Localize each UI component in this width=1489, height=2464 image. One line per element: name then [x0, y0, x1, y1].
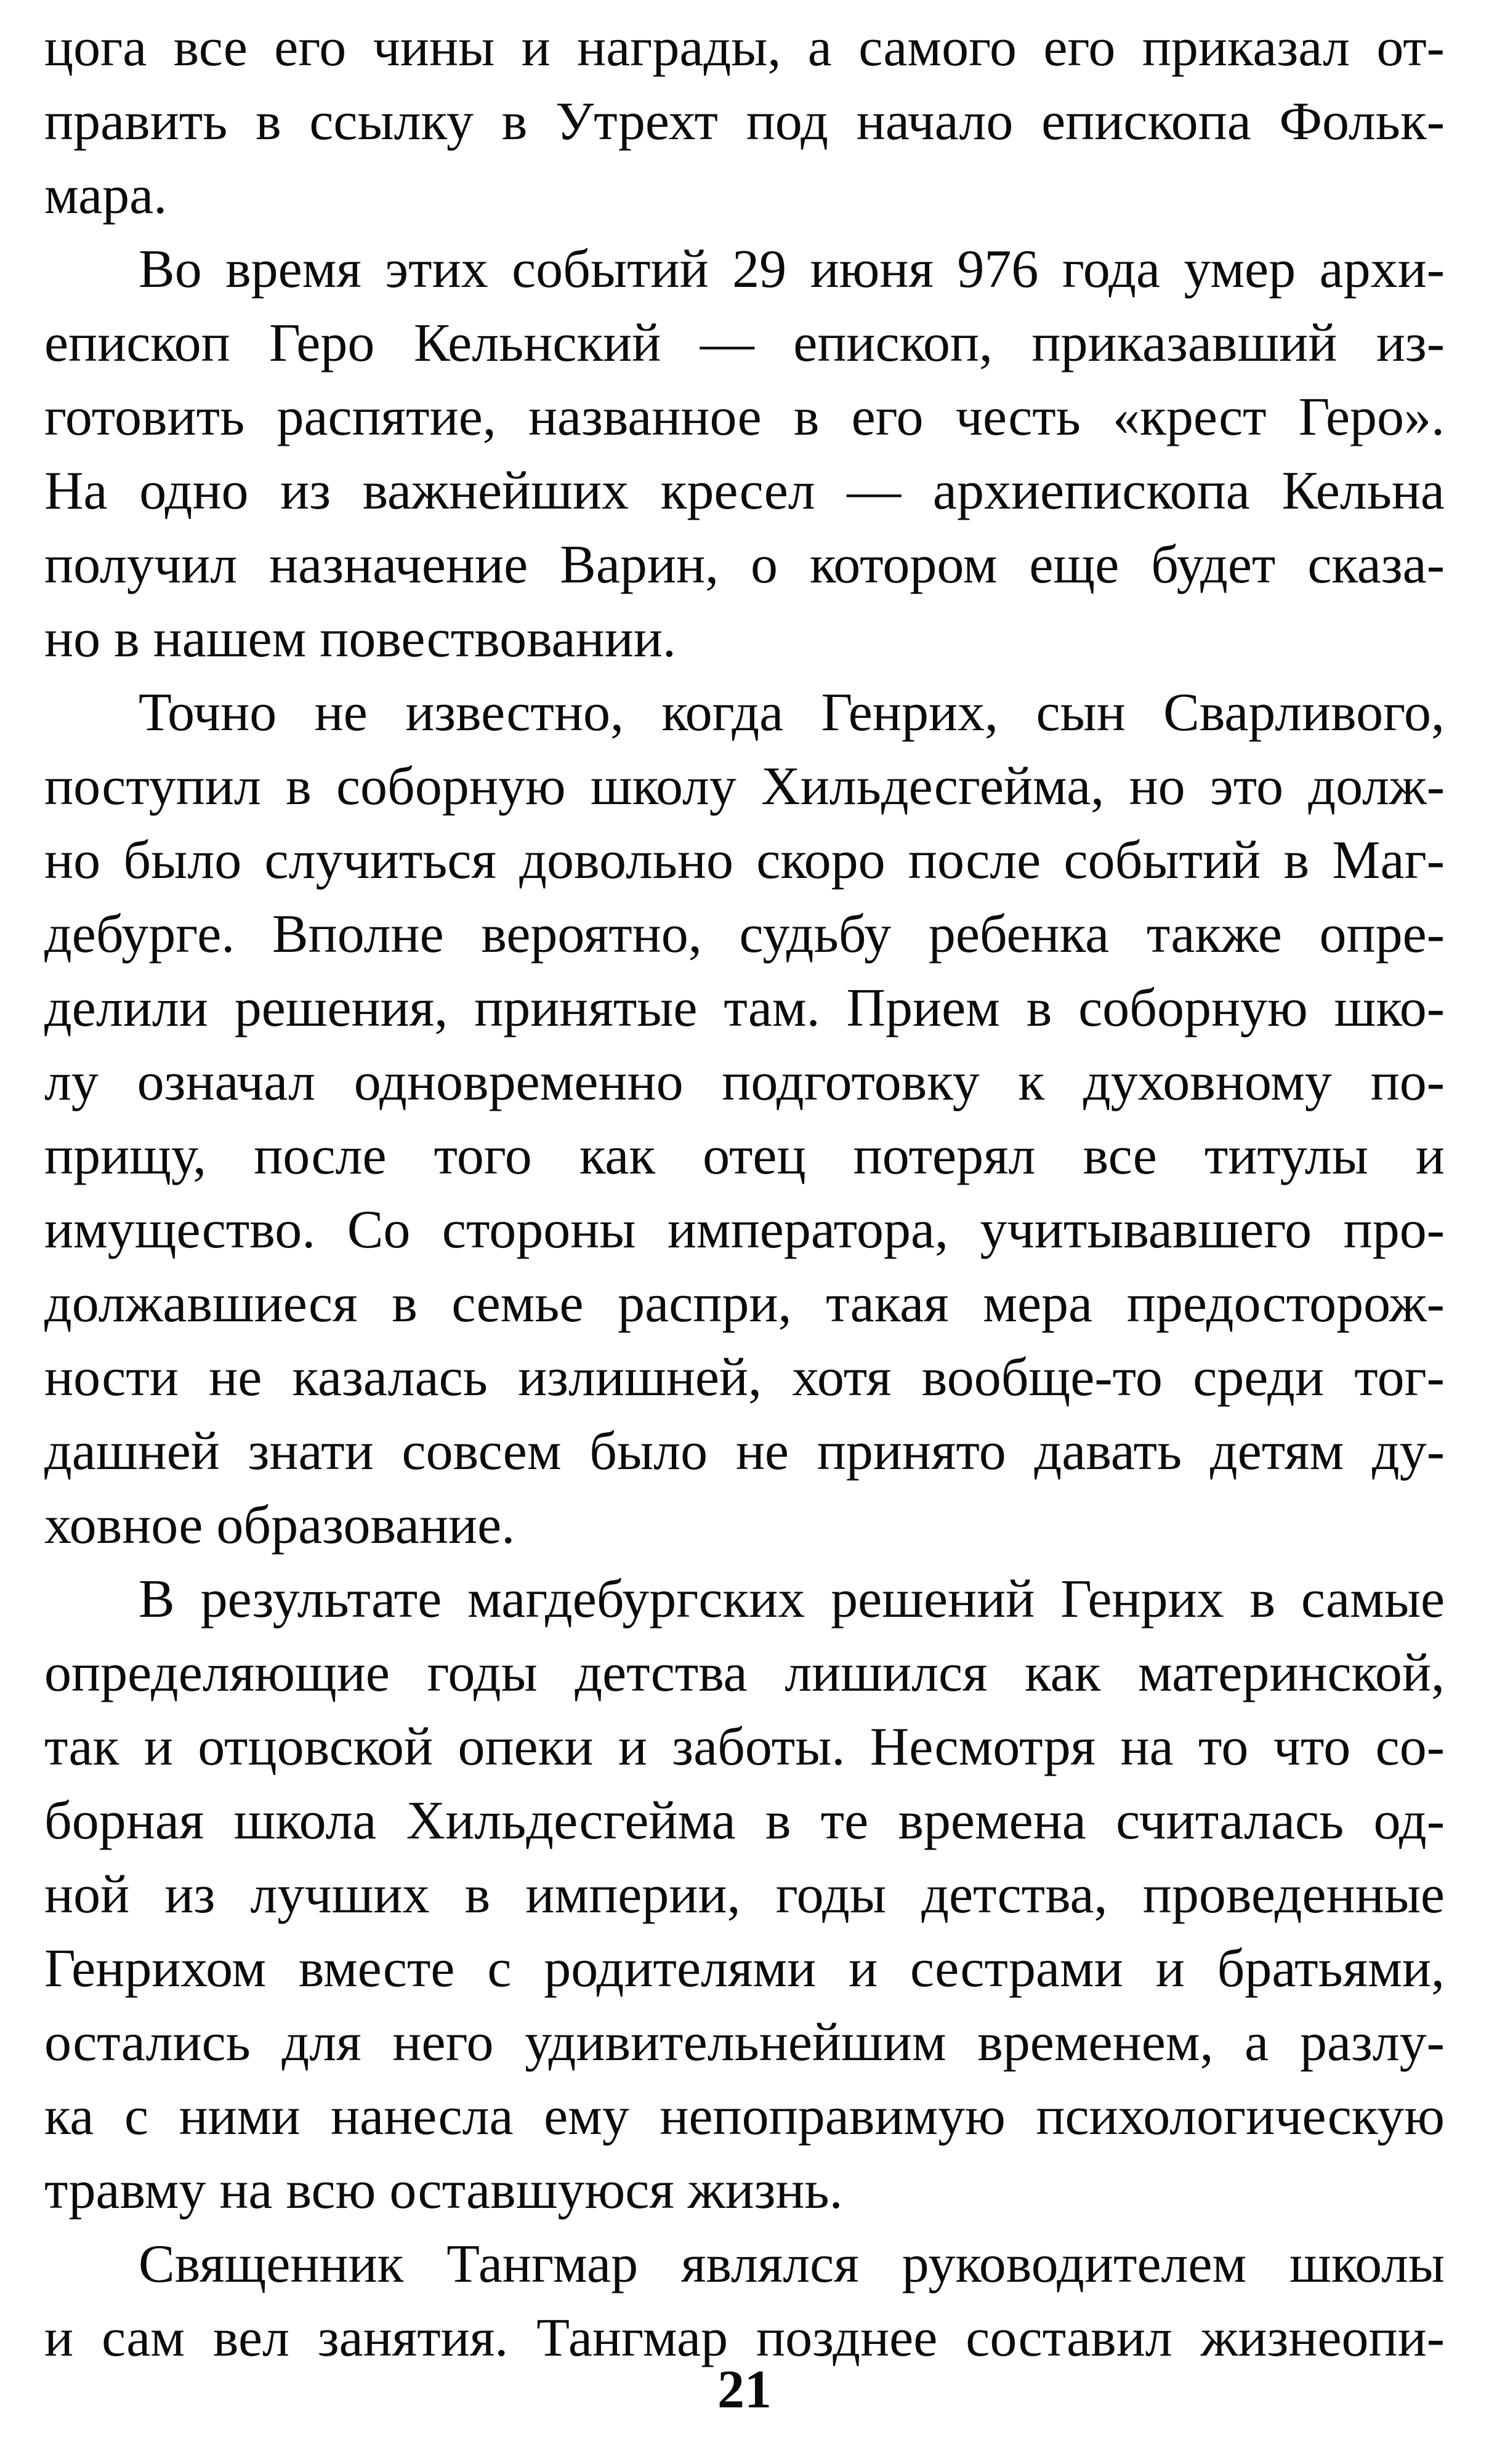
- paragraph-first-line: В результате магдебургских решений Генрих в самые: [139, 1569, 1445, 1629]
- text-line: имущество. Со стороны императора, учитывавшего про-: [44, 1200, 1445, 1260]
- text-line: должавшиеся в семье распри, такая мера предосторож-: [44, 1274, 1445, 1334]
- text-line: дашней знати совсем было не принято давать детям ду-: [44, 1422, 1445, 1481]
- text-line: и сам вел занятия. Тангмар позднее составил жизнеопи-: [44, 2308, 1445, 2368]
- text-line: но в нашем повествовании.: [44, 609, 676, 669]
- text-line: дебурге. Вполне вероятно, судьбу ребенка также опре-: [44, 904, 1445, 964]
- text-line: получил назначение Варин, о котором еще будет сказа-: [44, 535, 1445, 595]
- text-line: мара.: [44, 166, 167, 225]
- page-number: 21: [717, 2360, 772, 2420]
- text-line: править в ссылку в Утрехт под начало епископа Фольк-: [44, 92, 1445, 151]
- text-line: цога все его чины и награды, а самого его приказал от-: [44, 18, 1445, 78]
- text-line: прищу, после того как отец потерял все титулы и: [44, 1126, 1445, 1186]
- text-line: ной из лучших в империи, годы детства, проведенные: [44, 1865, 1445, 1925]
- paragraph-first-line: Священник Тангмар являлся руководителем школы: [139, 2234, 1445, 2294]
- text-line: готовить распятие, названное в его честь «крест Геро».: [44, 387, 1445, 447]
- text-line: ности не казалась излишней, хотя вообще-то среди тог-: [44, 1348, 1445, 1407]
- text-line: но было случиться довольно скоро после событий в Маг-: [44, 831, 1445, 890]
- text-line: ка с ними нанесла ему непоправимую психологическую: [44, 2087, 1445, 2146]
- text-line: определяющие годы детства лишился как материнской,: [44, 1643, 1445, 1703]
- text-line: ховное образование.: [44, 1496, 515, 1555]
- text-line: борная школа Хильдесгейма в те времена считалась од-: [44, 1791, 1445, 1851]
- text-line: делили решения, принятые там. Прием в соборную шко-: [44, 978, 1445, 1038]
- text-line: остались для него удивительнейшим временем, а разлу-: [44, 2013, 1445, 2072]
- text-line: лу означал одновременно подготовку к духовному по-: [44, 1052, 1445, 1112]
- paragraph-first-line: Во время этих событий 29 июня 976 года умер архи-: [139, 240, 1445, 299]
- paragraph-first-line: Точно не известно, когда Генрих, сын Сварливого,: [139, 683, 1445, 743]
- text-line: На одно из важнейших кресел — архиепископа Кельна: [44, 461, 1445, 521]
- text-line: епископ Геро Кельнский — епископ, приказавший из-: [44, 313, 1445, 373]
- text-line: Генрихом вместе с родителями и сестрами и братьями,: [44, 1939, 1445, 1999]
- text-line: поступил в соборную школу Хильдесгейма, но это долж-: [44, 757, 1445, 816]
- text-line: травму на всю оставшуюся жизнь.: [44, 2160, 843, 2220]
- text-line: так и отцовской опеки и заботы. Несмотря на то что со-: [44, 1717, 1445, 1777]
